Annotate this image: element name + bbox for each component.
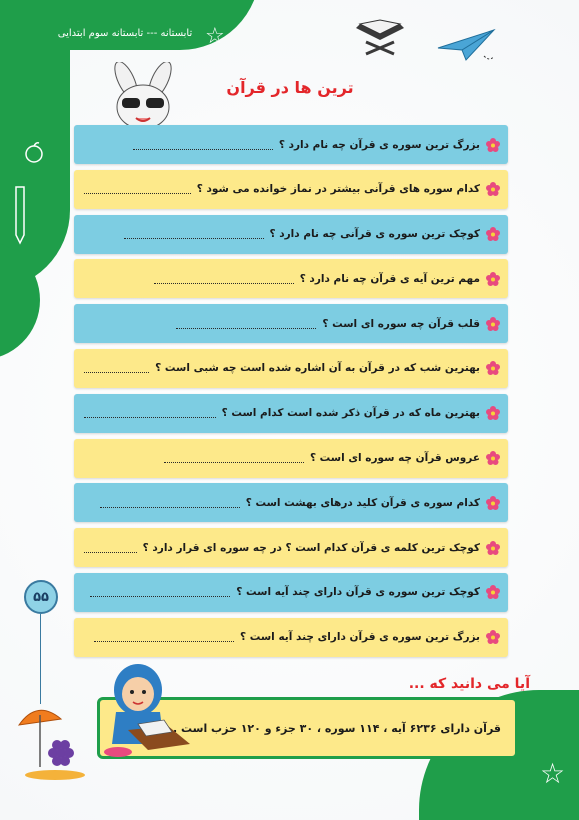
flower-icon [486, 272, 500, 286]
question-row [74, 349, 508, 388]
question-row [74, 573, 508, 612]
flower-icon [486, 227, 500, 241]
flower-icon [486, 541, 500, 555]
answer-line[interactable] [90, 587, 230, 597]
question-row [74, 125, 508, 164]
flower-icon [486, 361, 500, 375]
star-icon: ☆ [540, 757, 566, 790]
question-text: کوچک ترین سوره ی قرآنی چه نام دارد ؟ [269, 228, 480, 241]
question-row [74, 304, 508, 343]
question-row [74, 439, 508, 478]
question-text: عروس قرآن چه سوره ای است ؟ [309, 452, 480, 465]
did-you-know-title: آیا می دانید که ... [408, 676, 530, 692]
question-text: کوچک ترین کلمه ی قرآن کدام است ؟ در چه سوره ای قرار دارد ؟ [142, 541, 480, 554]
questions-list [74, 125, 508, 663]
question-text: کوچک ترین سوره ی قرآن دارای چند آیه است ؟ [236, 586, 480, 599]
flower-icon [486, 451, 500, 465]
question-row [74, 528, 508, 567]
flower-icon [486, 585, 500, 599]
answer-line[interactable] [94, 632, 234, 642]
question-text: بهترین ماه که در قرآن ذکر شده است کدام است ؟ [221, 407, 480, 420]
answer-line[interactable] [84, 363, 149, 373]
question-row [74, 259, 508, 298]
answer-line[interactable] [84, 408, 216, 418]
paper-plane-icon [436, 26, 496, 66]
umbrella-grape-illustration [15, 705, 85, 780]
star-icon: ☆ [205, 24, 225, 49]
flower-icon [486, 317, 500, 331]
question-text: بزرگ ترین سوره ی قرآن دارای چند آیه است ؟ [240, 631, 480, 644]
question-row [74, 394, 508, 433]
answer-line[interactable] [84, 543, 137, 553]
question-row [74, 215, 508, 254]
pencil-icon [10, 185, 30, 245]
girl-reading-illustration [98, 660, 194, 760]
quran-stand-icon [352, 18, 408, 56]
page-title: ترین ها در قرآن [226, 78, 354, 97]
flower-icon [486, 406, 500, 420]
flower-icon [486, 496, 500, 510]
answer-line[interactable] [84, 184, 191, 194]
flower-icon [486, 630, 500, 644]
question-text: کدام سوره ی قرآن کلید درهای بهشت است ؟ [245, 496, 480, 509]
flower-icon [486, 138, 500, 152]
question-text: مهم ترین آیه ی قرآن چه نام دارد ؟ [299, 272, 480, 285]
answer-line[interactable] [164, 453, 304, 463]
question-text: بهترین شب که در قرآن به آن اشاره شده است چه شبی است ؟ [155, 362, 480, 375]
answer-line[interactable] [124, 229, 264, 239]
question-text: کدام سوره های قرآنی بیشتر در نماز خوانده می شود ؟ [196, 183, 480, 196]
header-label: تابستانه --- تابستانه سوم ابتدایی [57, 28, 193, 39]
answer-line[interactable] [176, 319, 316, 329]
page-number-balloon: ۵۵ [24, 580, 58, 614]
question-text: قلب قرآن چه سوره ای است ؟ [322, 317, 480, 330]
question-row [74, 618, 508, 657]
question-row [74, 170, 508, 209]
fact-text: قرآن دارای ۶۲۳۶ آیه ، ۱۱۴ سوره ، ۳۰ جزء و ۱۲۰ حزب است . [172, 721, 501, 735]
answer-line[interactable] [100, 498, 240, 508]
question-row [74, 483, 508, 522]
apple-icon [22, 140, 46, 164]
question-text: بزرگ ترین سوره ی قرآن چه نام دارد ؟ [278, 138, 480, 151]
answer-line[interactable] [154, 274, 294, 284]
flower-icon [486, 182, 500, 196]
balloon-string [40, 614, 41, 704]
answer-line[interactable] [133, 140, 273, 150]
